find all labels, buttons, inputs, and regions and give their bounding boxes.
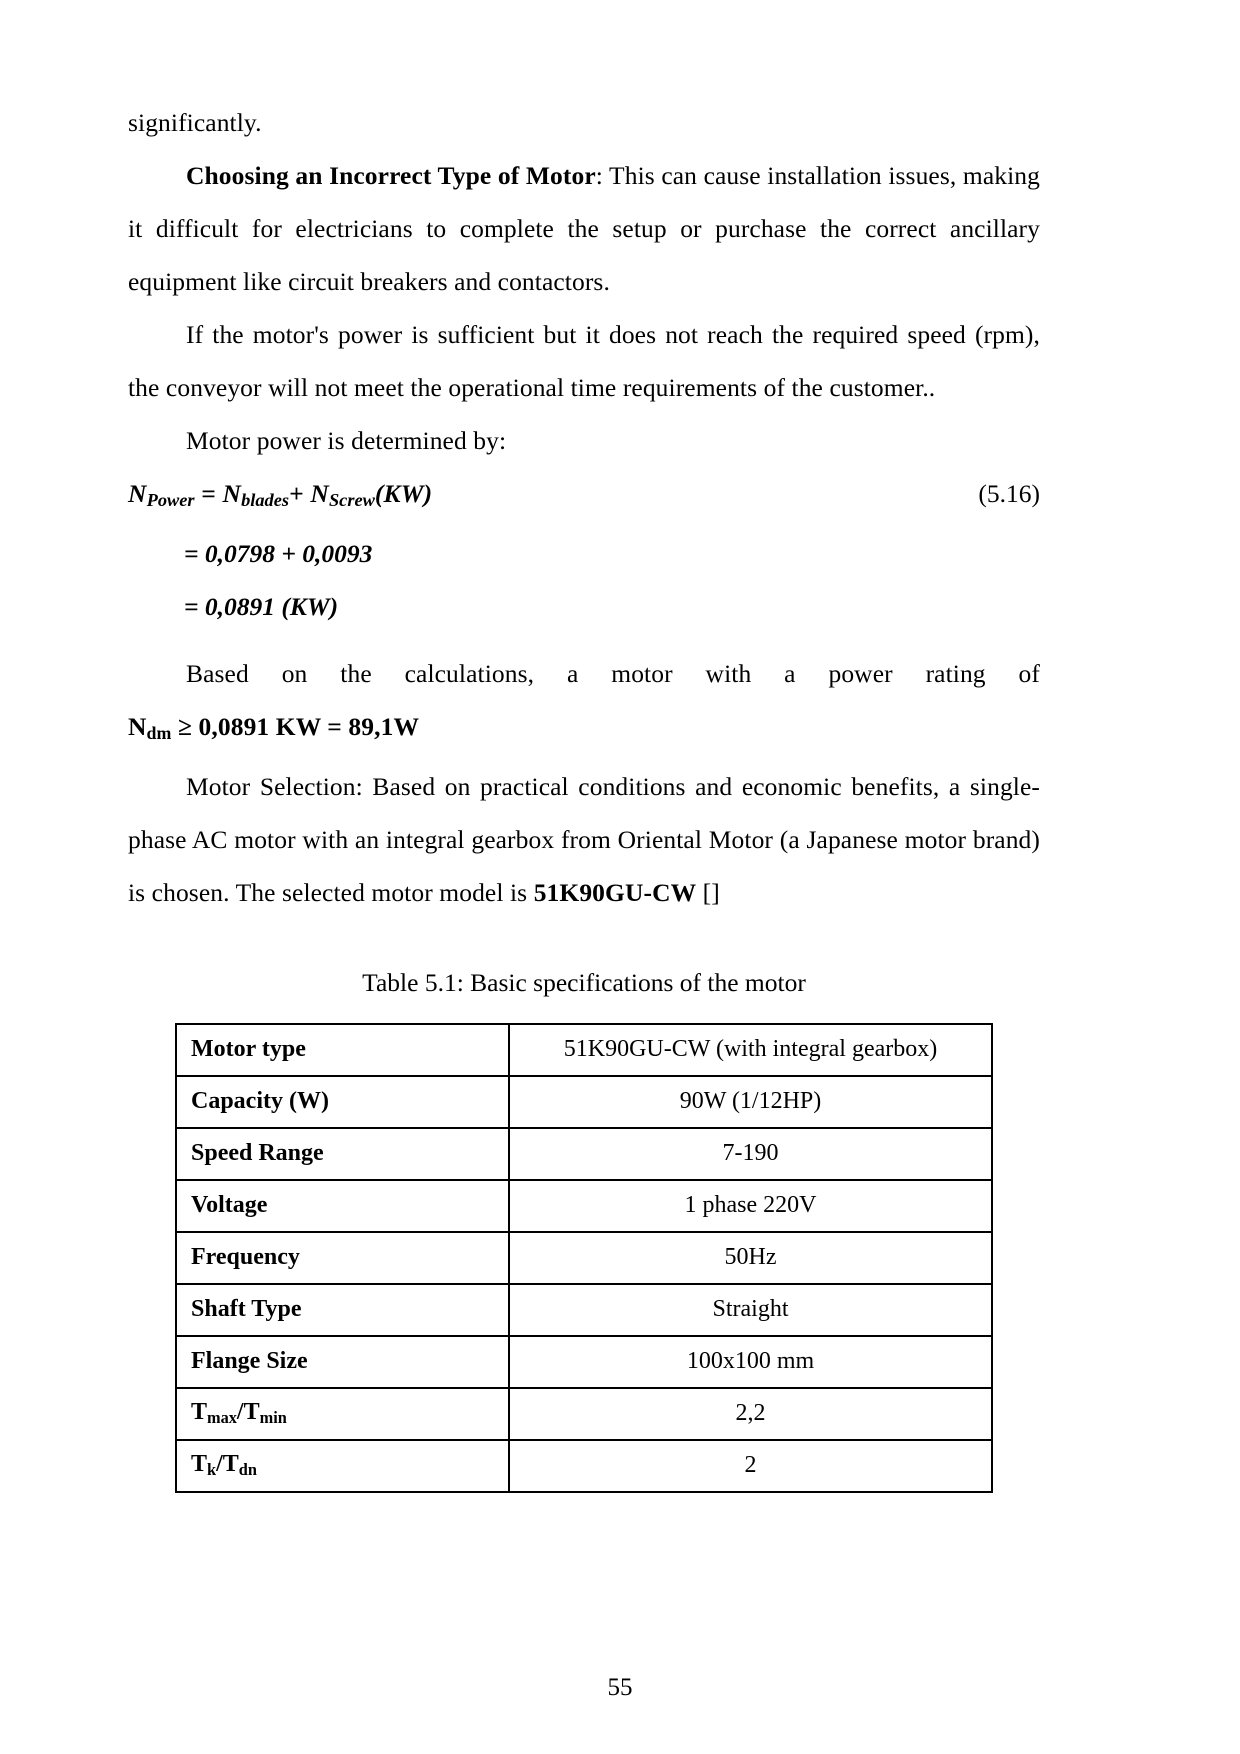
table-cell-value: 100x100 mm [509,1336,992,1388]
paragraph-incorrect-motor-type [128,149,1040,308]
table-cell-key-tk-tdn [176,1440,509,1492]
table-cell-value: 1 phase 220V [509,1180,992,1232]
paragraph-text: : This can cause installation issues, making it difficult for electricians to complete the setup or purchase the correct ancillary equipment like circuit breakers and contactors. [128,161,1040,296]
table-cell-key: Flange Size [176,1336,509,1388]
spacer [128,633,1040,647]
selection-text-before: Motor Selection: Based on practical conditions and economic benefits, a single-phase AC motor with an integral gearbox from Oriental Motor (a Japanese motor brand) is chosen. The selected motor model is [128,771,1040,907]
formula-equals: = [194,479,223,508]
table-cell-value: 7-190 [509,1128,992,1180]
formula-sub-power: Power [146,490,195,511]
formula-line-2 [128,527,1040,580]
formula-n-screw: N [310,479,329,508]
table-cell-key: Motor type [176,1024,509,1076]
result-symbol-main: N [128,712,147,742]
formula-sub-screw: Screw [328,490,375,511]
spacer [128,919,1040,963]
t-symbol: T [191,1399,208,1426]
formula-n-blades: N [222,479,242,508]
table-row [176,1336,992,1388]
formula-line-1 [128,467,1040,527]
t-subscript-max: max [207,1408,237,1428]
result-symbol [128,712,419,741]
table-cell-value: 50Hz [509,1232,992,1284]
table-body [176,1024,992,1492]
paragraph-motor-speed [128,308,1040,414]
paragraph-result [128,647,1040,760]
paragraph-text: Motor power is determined by: [186,426,507,455]
formula-line-3 [128,580,1040,633]
table-row [176,1440,992,1492]
table-cell-key: Capacity (W) [176,1076,509,1128]
t-subscript-dn: dn [238,1460,257,1480]
formula-line-3-text: = 0,0891 (KW) [184,592,339,622]
table-row [176,1076,992,1128]
formula-line-2-text: = 0,0798 + 0,0093 [184,539,373,569]
table-cell-value: 51K90GU-CW (with integral gearbox) [509,1024,992,1076]
selection-model-bold: 51K90GU-CW [533,877,697,907]
formula-expression [128,479,433,511]
t-subscript-min: min [259,1408,287,1428]
table-cell-key: Frequency [176,1232,509,1284]
t-separator: /T [216,1451,239,1478]
page-number: 55 [607,1674,633,1701]
table-cell-key: Voltage [176,1180,509,1232]
table-cell-value: Straight [509,1284,992,1336]
paragraph-text: If the motor's power is sufficient but it does not reach the required speed (rpm), the conveyor will not meet the operational time requirements of the customer.. [128,320,1040,402]
table-row [176,1232,992,1284]
table-row [176,1024,992,1076]
t-symbol: T [191,1451,208,1478]
table-row [176,1128,992,1180]
t-separator: /T [236,1399,260,1426]
paragraph-significantly [128,96,1040,149]
result-symbol-rest: ≥ 0,0891 KW = 89,1W [171,712,420,742]
formula-sub-blades: blades [241,490,290,511]
table-cell-value: 90W (1/12HP) [509,1076,992,1128]
motor-specifications-table [175,1023,993,1493]
equation-number: (5.16) [978,479,1040,508]
result-symbol-sub: dm [146,722,172,743]
table-cell-key: Shaft Type [176,1284,509,1336]
table-row [176,1180,992,1232]
formula-plus: + [289,479,311,508]
page-content [128,96,1040,1493]
result-prefix: Based on the calculations, a motor with a power rating of [186,659,1040,689]
formula-unit: (KW) [374,479,433,508]
table-row [176,1388,992,1440]
formula-n-power: N [128,479,147,508]
table-cell-value: 2 [509,1440,992,1492]
selection-text-after: [] [696,877,720,907]
t-subscript-k: k [207,1460,217,1480]
table-row [176,1284,992,1336]
table-caption: Table 5.1: Basic specifications of the motor [362,967,806,997]
paragraph-motor-selection [128,760,1040,919]
paragraph-text: significantly. [128,108,262,137]
table-cell-value: 2,2 [509,1388,992,1440]
table-cell-key-tmax-tmin [176,1388,509,1440]
paragraph-bold-lead: Choosing an Incorrect Type of Motor [186,161,596,190]
table-cell-key: Speed Range [176,1128,509,1180]
paragraph-motor-power-intro [128,414,1040,467]
